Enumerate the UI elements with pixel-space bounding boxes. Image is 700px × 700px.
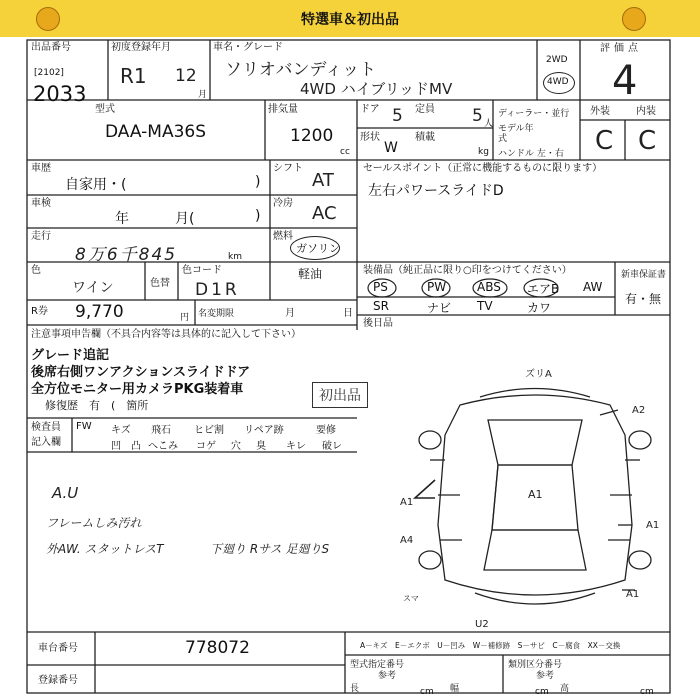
color-label: 色	[31, 265, 41, 276]
history-label: 車歴	[31, 163, 51, 174]
diagram-label-right-a1: A1	[646, 520, 660, 531]
meisho-month: 月	[285, 308, 295, 319]
first-reg-month-unit: 月	[198, 90, 208, 100]
chassis-label: 車台番号	[38, 643, 78, 654]
type-designation-ref: 参考	[378, 671, 397, 681]
mileage-value: 8万6千845	[75, 245, 178, 265]
hand-note-4: 下廻り Rサス 足廻りS	[210, 542, 330, 556]
diagram-label-rear-a1: A1	[626, 589, 640, 600]
doors-label: ドア	[360, 104, 380, 115]
equipment-label: 装備品（純正品に限り○印をつけてください）	[363, 265, 572, 276]
repair-history: 修復歴 有 ( 箇所	[45, 399, 149, 412]
insp-dent: 凹	[111, 441, 121, 452]
diagram-label-u2: U2	[475, 619, 489, 630]
header-title: 特選車＆初出品	[301, 12, 399, 28]
first-reg-label: 初度登録年月	[111, 42, 171, 53]
displacement-value: 1200	[290, 126, 334, 146]
insp-fw: FW	[76, 421, 92, 432]
displacement-unit: cc	[340, 147, 350, 157]
hand-note-1: A.U	[52, 484, 79, 502]
interior-grade: C	[638, 126, 657, 156]
mileage-label: 走行	[31, 231, 51, 242]
diagram-label-left-a1: A1	[400, 497, 414, 508]
notes-line-3: 全方位モニター用カメラPKG装着車	[31, 382, 244, 397]
dim-height: 高	[560, 684, 570, 694]
diagram-label-center-a1: A1	[528, 488, 543, 501]
model-label: 型式	[95, 104, 115, 115]
history-value: 自家用・(	[65, 177, 127, 193]
dim-length: 長	[350, 684, 360, 694]
dim-cm-2: cm	[535, 687, 549, 697]
notes-line-2: 後席右側ワンアクションスライドドア	[31, 365, 251, 380]
dim-cm-3: cm	[640, 687, 654, 697]
insp-needs-repair: 要修	[316, 425, 336, 436]
sales-points-value: 左右パワースライドD	[368, 183, 504, 199]
load-label: 積載	[415, 132, 435, 143]
load-unit: kg	[478, 147, 489, 157]
car-damage-diagram	[400, 365, 670, 630]
after-parts-label: 後日品	[363, 318, 393, 329]
chassis-value: 778072	[185, 638, 250, 658]
fuel-gasoline: ガソリン	[296, 242, 340, 255]
insp-crack: ヒビ割	[194, 425, 224, 436]
equip-leather: カワ	[527, 301, 552, 315]
color-code: D1R	[195, 280, 240, 300]
dim-cm-1: cm	[420, 687, 434, 697]
inspection-year: 年	[115, 211, 129, 227]
exterior-grade: C	[595, 126, 614, 156]
insp-hekomi: へこみ	[148, 441, 178, 452]
fuel-diesel: 軽油	[298, 267, 323, 281]
sales-points-label: セールスポイント（正常に機能するものに限ります）	[363, 163, 603, 174]
drive-4wd: 4WD	[547, 77, 569, 87]
handle-label: ハンドル 左・右	[498, 149, 564, 159]
insp-rip: 破レ	[322, 441, 342, 452]
recycle-value: 9,770	[75, 302, 124, 322]
color-change-label: 色替	[150, 278, 170, 289]
equip-ps: PS	[373, 280, 388, 294]
meisho-label: 名変期限	[198, 309, 235, 319]
insp-chip: 飛石	[151, 425, 171, 436]
first-reg-era: R1	[120, 64, 147, 88]
registration-label: 登録番号	[38, 675, 78, 686]
interior-label: 内装	[636, 106, 656, 117]
recycle-label: R券	[31, 306, 48, 317]
inspection-close: )	[255, 208, 261, 224]
dealer-label: ディーラー・並行	[498, 109, 570, 119]
lot-sub: [2102]	[34, 68, 64, 78]
diagram-label-sma: スマ	[403, 594, 419, 603]
rating-label: 評価点	[600, 43, 642, 54]
diagram-label-a2: A2	[632, 405, 646, 416]
recycle-unit: 円	[180, 313, 190, 323]
new-car-warranty-value: 有・無	[625, 292, 662, 306]
equipment-row2	[365, 299, 615, 315]
inspection-month: 月(	[175, 211, 195, 227]
equip-navi: ナビ	[427, 301, 452, 315]
lot-number: 2033	[33, 82, 87, 106]
fuel-label: 燃料	[273, 231, 293, 242]
notes-label: 注意事項申告欄（不具合内容等は具体的に記入して下さい）	[31, 329, 301, 340]
inspector-label-2: 記入欄	[31, 437, 61, 448]
aircon-label: 冷房	[273, 198, 293, 209]
model-year-label: モデル年式	[498, 124, 534, 144]
shape-value: W	[384, 140, 398, 156]
class-number-label: 類別区分番号	[508, 660, 563, 670]
capacity-value: 5	[472, 106, 483, 126]
lot-label: 出品番号	[31, 42, 71, 53]
inspector-row1	[76, 421, 356, 435]
exterior-label: 外装	[590, 106, 610, 117]
insp-hole: 穴	[231, 441, 241, 452]
mileage-unit: km	[228, 252, 242, 262]
shift-value: AT	[312, 170, 334, 191]
equipment-circles	[365, 276, 615, 298]
equip-pw: PW	[427, 280, 447, 294]
history-close: )	[255, 174, 261, 190]
model-value: DAA-MA36S	[105, 122, 207, 142]
new-car-warranty-label: 新車保証書	[621, 270, 667, 280]
dim-width: 幅	[450, 684, 460, 694]
hand-note-2: フレームしみ汚れ	[46, 516, 142, 530]
equip-airbag: エアB	[527, 282, 560, 296]
first-listing-stamp: 初出品	[312, 382, 368, 408]
insp-tear: キレ	[286, 441, 306, 452]
insp-odor: 臭	[256, 441, 266, 452]
shape-label: 形状	[360, 132, 380, 143]
capacity-unit: 人	[484, 119, 494, 129]
hand-note-3: 外AW. スタットレスT	[46, 542, 164, 556]
inspection-label: 車検	[31, 198, 51, 209]
color-value: ワイン	[72, 280, 114, 296]
insp-repair-mark: リペア跡	[244, 425, 284, 436]
doors-value: 5	[392, 106, 403, 126]
aircon-value: AC	[312, 203, 337, 224]
displacement-label: 排気量	[268, 104, 298, 115]
inspector-row2	[76, 437, 356, 451]
diagram-label-top: ズリA	[525, 369, 552, 380]
color-code-label: 色コード	[182, 265, 222, 276]
meisho-day: 日	[343, 308, 353, 319]
insp-scratch: キズ	[111, 425, 131, 436]
insp-burn: コゲ	[196, 441, 216, 452]
equip-abs: ABS	[477, 280, 501, 294]
drive-2wd: 2WD	[546, 55, 568, 65]
car-name-label: 車名・グレード	[213, 42, 283, 53]
equip-aw: AW	[583, 280, 603, 294]
rating-score: 4	[612, 58, 638, 104]
equip-sr: SR	[373, 299, 389, 313]
first-reg-month: 12	[175, 66, 197, 86]
car-grade: 4WD ハイブリッドMV	[300, 80, 453, 98]
capacity-label: 定員	[415, 104, 435, 115]
type-designation-label: 型式指定番号	[350, 660, 405, 670]
notes-line-1: グレード追記	[31, 348, 110, 363]
equip-tv: TV	[477, 299, 493, 313]
insp-bump: 凸	[131, 441, 141, 452]
shift-label: シフト	[273, 163, 303, 174]
class-number-ref: 参考	[536, 671, 555, 681]
car-name: ソリオバンディット	[225, 60, 377, 80]
damage-legend: A－キズ E－エクボ U－凹み W－補修跡 S－サビ C－腐食 XX－交換	[360, 641, 621, 650]
inspector-label: 検査員	[31, 422, 61, 433]
diagram-label-a4: A4	[400, 535, 414, 546]
